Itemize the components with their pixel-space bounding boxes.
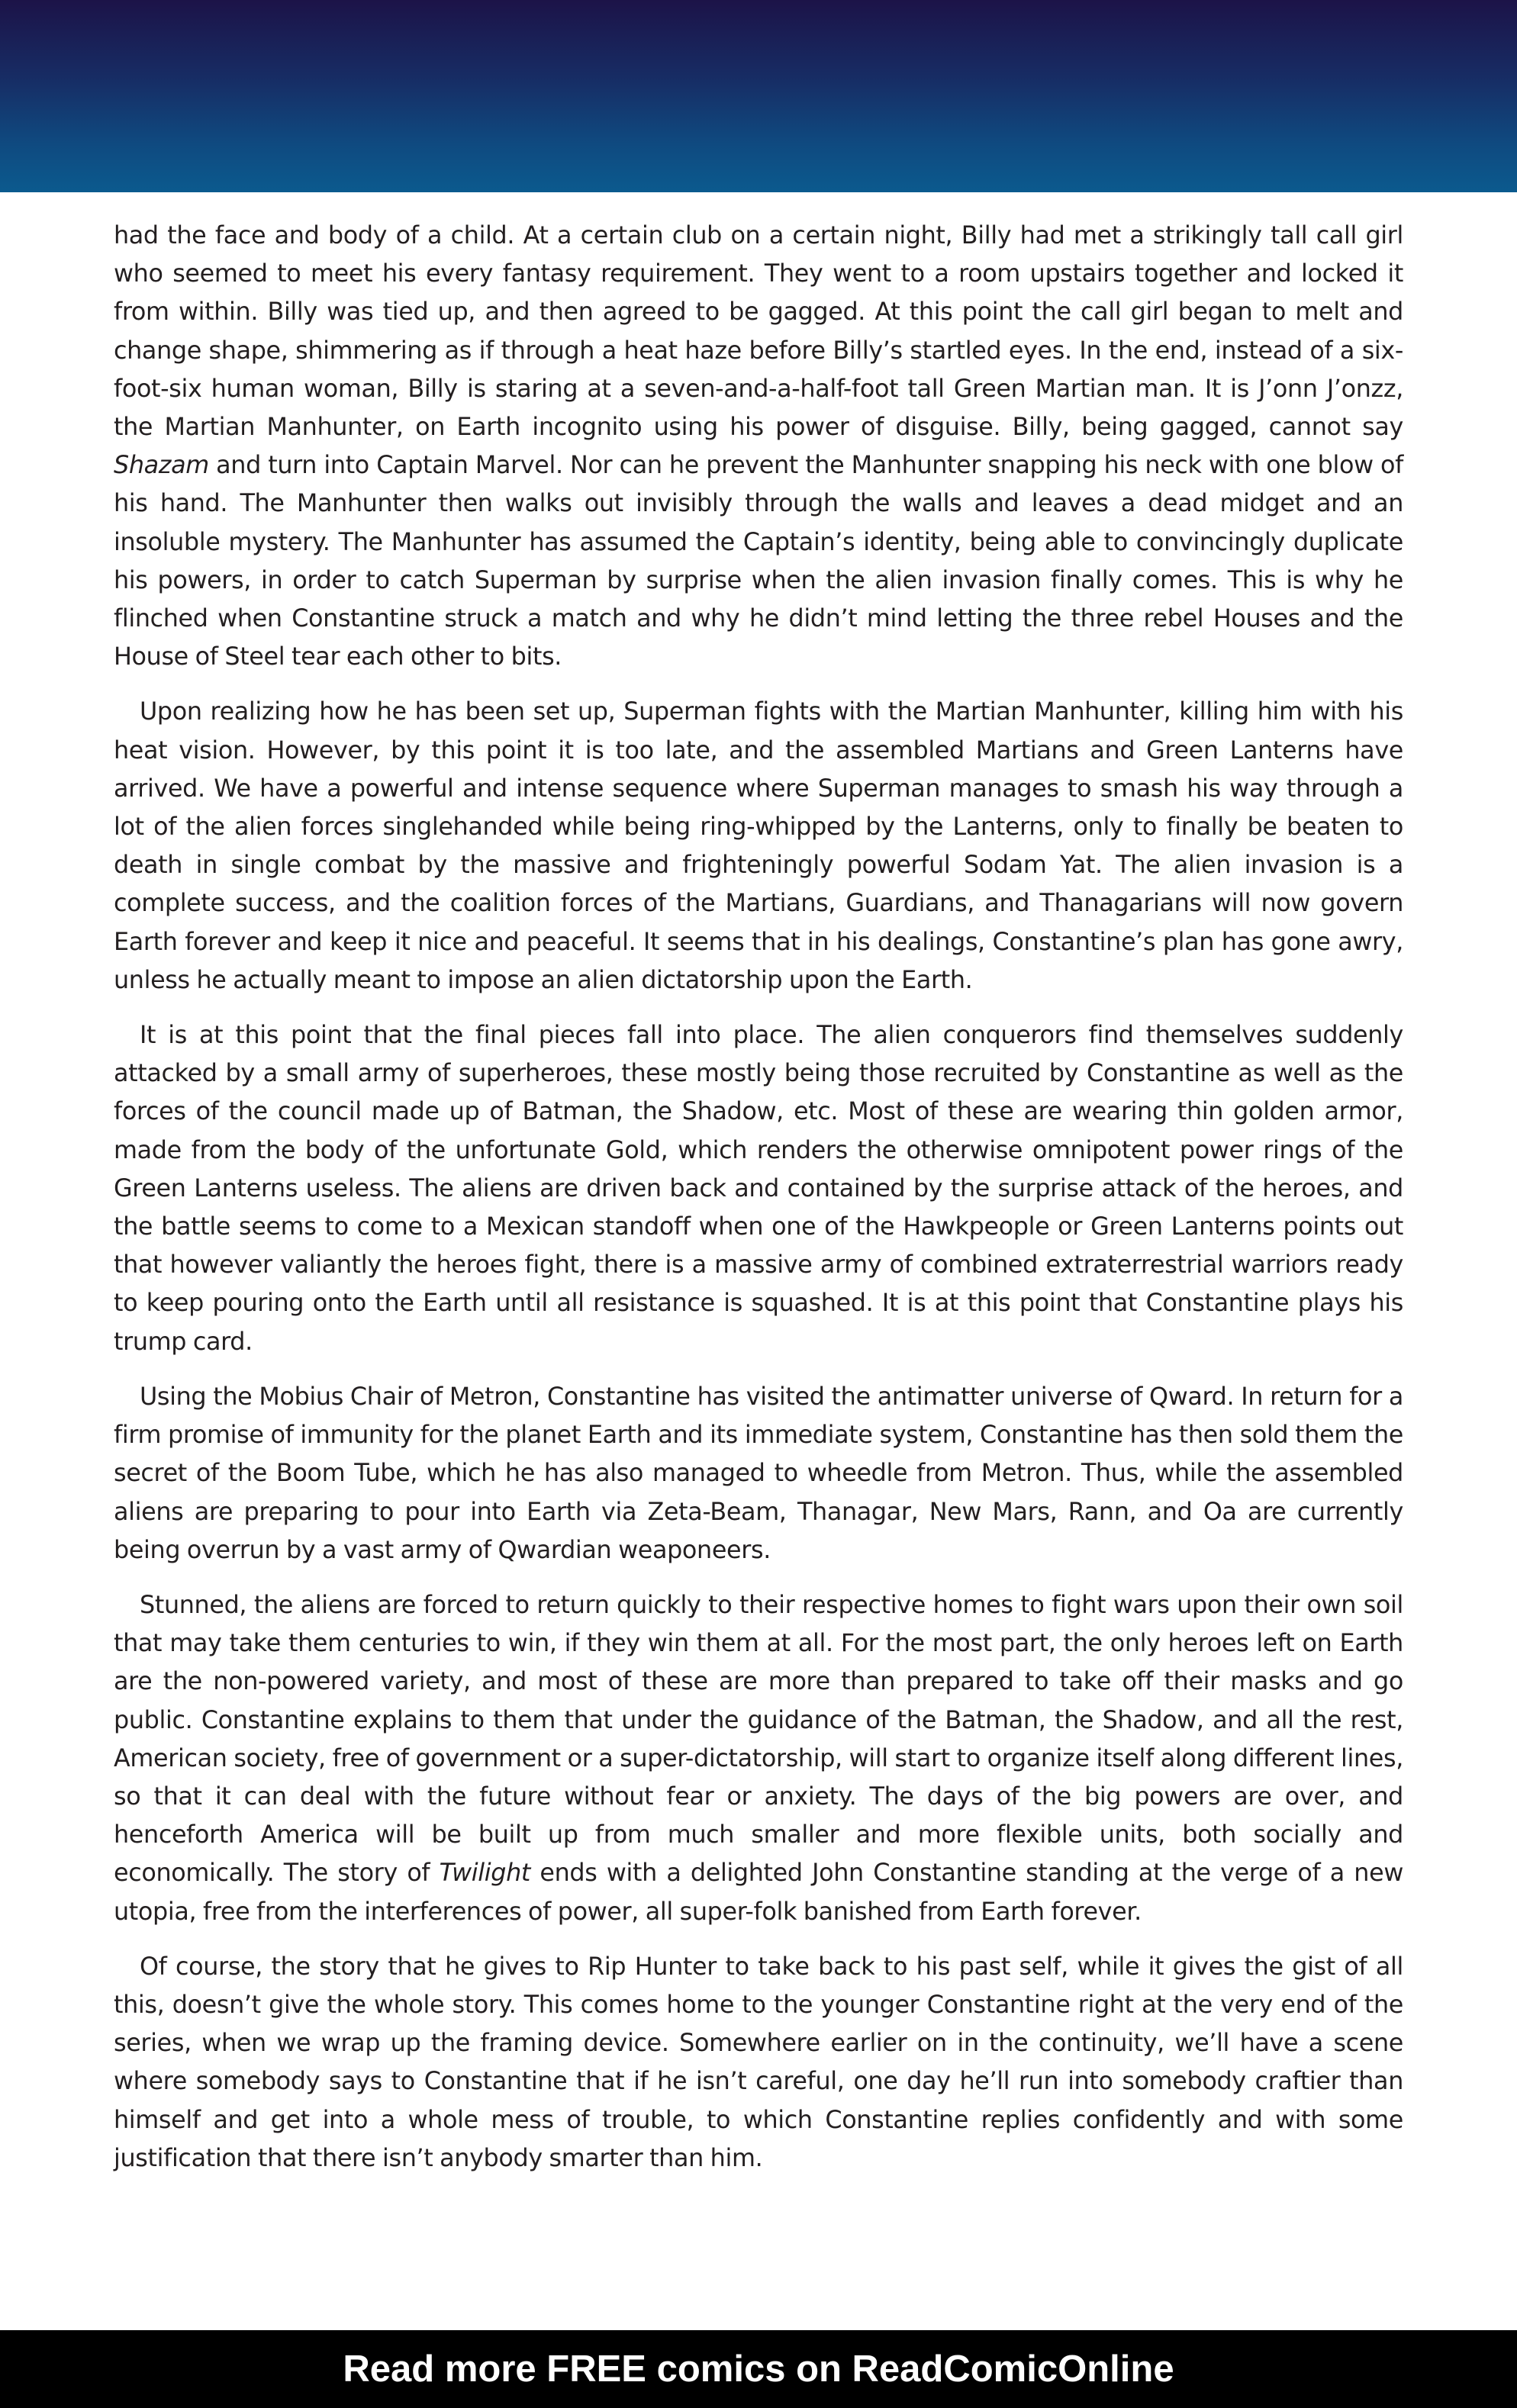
paragraph-5-text-b: ends with a delighted John Constantine standing at the verge of a new utopia, free from the interferences of power, all super-folk banished from Earth forever. xyxy=(114,1859,1403,1926)
paragraph-1 xyxy=(114,217,1403,676)
paragraph-2-text: Upon realizing how he has been set up, Superman fights with the Martian Manhunter, killing him with his heat vision. However, by this point it is too late, and the assembled Martians and Green Lanterns have arrived. We have a powerful and intense sequence where Superman manages to smash his way through a lot of the alien forces singlehanded while being ring-whipped by the Lanterns, only to finally be beaten to death in single combat by the massive and frighteningly powerful Sodam Yat. The alien invasion is a complete success, and the coalition forces of the Martians, Guardians, and Thanagarians will now govern Earth forever and keep it nice and peaceful. It seems that in his dealings, Constantine’s plan has gone awry, unless he actually meant to impose an alien dictatorship upon the Earth. xyxy=(114,697,1403,994)
paragraph-1-text-a: had the face and body of a child. At a certain club on a certain night, Billy had met a strikingly tall call girl who seemed to meet his every fantasy requirement. They went to a room upstairs together and locked it from within. Billy was tied up, and then agreed to be gagged. At this point the call girl began to melt and change shape, shimmering as if through a heat haze before Billy’s startled eyes. In the end, instead of a six-foot-six human woman, Billy is staring at a seven-and-a-half-foot tall Green Martian man. It is J’onn J’onzz, the Martian Manhunter, on Earth incognito using his power of disguise. Billy, being gagged, cannot say xyxy=(114,221,1403,442)
paragraph-6 xyxy=(114,1948,1403,2178)
paragraph-5-italic-twilight: Twilight xyxy=(439,1859,531,1888)
paragraph-1-text-b: and turn into Captain Marvel. Nor can he prevent the Manhunter snapping his neck with one blow of his hand. The Manhunter then walks out invisibly through the walls and leaves a dead midget and an insoluble mystery. The Manhunter has assumed the Captain’s identity, being able to convincingly duplicate his powers, in order to catch Superman by surprise when the alien invasion finally comes. This is why he flinched when Constantine struck a match and why he didn’t mind letting the three rebel Houses and the House of Steel tear each other to bits. xyxy=(114,451,1403,671)
header-gradient-band xyxy=(0,0,1517,192)
paragraph-5-text-a: Stunned, the aliens are forced to return quickly to their respective homes to fight wars upon their own soil that may take them centuries to win, if they win them at all. For the most part, the only heroes left on Earth are the non-powered variety, and most of these are more than prepared to take off their masks and go public. Constantine explains to them that under the guidance of the Batman, the Shadow, and all the rest, American society, free of government or a super-dictatorship, will start to organize itself along different lines, so that it can deal with the future without fear or anxiety. The days of the big powers are over, and henceforth America will be built up from much smaller and more flexible units, both socially and economically. The story of xyxy=(114,1590,1403,1888)
paragraph-6-text: Of course, the story that he gives to Rip Hunter to take back to his past self, while it gives the gist of all this, doesn’t give the whole story. This comes home to the younger Constantine right at the very end of the series, when we wrap up the framing device. Somewhere earlier on in the continuity, we’ll have a scene where somebody says to Constantine that if he isn’t careful, one day he’ll run into somebody craftier than himself and get into a whole mess of trouble, to which Constantine replies confidently and with some justification that there isn’t anybody smarter than him. xyxy=(114,1952,1403,2172)
paragraph-3-text: It is at this point that the final pieces fall into place. The alien conquerors find themselves suddenly attacked by a small army of superheroes, these mostly being those recruited by Constantine as well as the forces of the council made up of Batman, the Shadow, etc. Most of these are wearing thin golden armor, made from the body of the unfortunate Gold, which renders the otherwise omnipotent power rings of the Green Lanterns useless. The aliens are driven back and contained by the surprise attack of the heroes, and the battle seems to come to a Mexican standoff when one of the Hawkpeople or Green Lanterns points out that however valiantly the heroes fight, there is a massive army of combined extraterrestrial warriors ready to keep pouring onto the Earth until all resistance is squashed. It is at this point that Constantine plays his trump card. xyxy=(114,1021,1403,1356)
paragraph-3 xyxy=(114,1016,1403,1361)
article-body xyxy=(114,217,1403,2194)
paragraph-5 xyxy=(114,1586,1403,1931)
paragraph-4-text: Using the Mobius Chair of Metron, Constantine has visited the antimatter universe of Qward. In return for a firm promise of immunity for the planet Earth and its immediate system, Constantine has then sold them the secret of the Boom Tube, which he has also managed to wheedle from Metron. Thus, while the assembled aliens are preparing to pour into Earth via Zeta-Beam, Thanagar, New Mars, Rann, and Oa are currently being overrun by a vast army of Qwardian weaponeers. xyxy=(114,1382,1403,1564)
paragraph-4 xyxy=(114,1378,1403,1569)
footer-banner[interactable] xyxy=(0,2330,1517,2408)
paragraph-2 xyxy=(114,693,1403,1000)
footer-banner-text[interactable]: Read more FREE comics on ReadComicOnline xyxy=(343,2348,1174,2390)
paragraph-1-italic-shazam: Shazam xyxy=(114,451,209,480)
